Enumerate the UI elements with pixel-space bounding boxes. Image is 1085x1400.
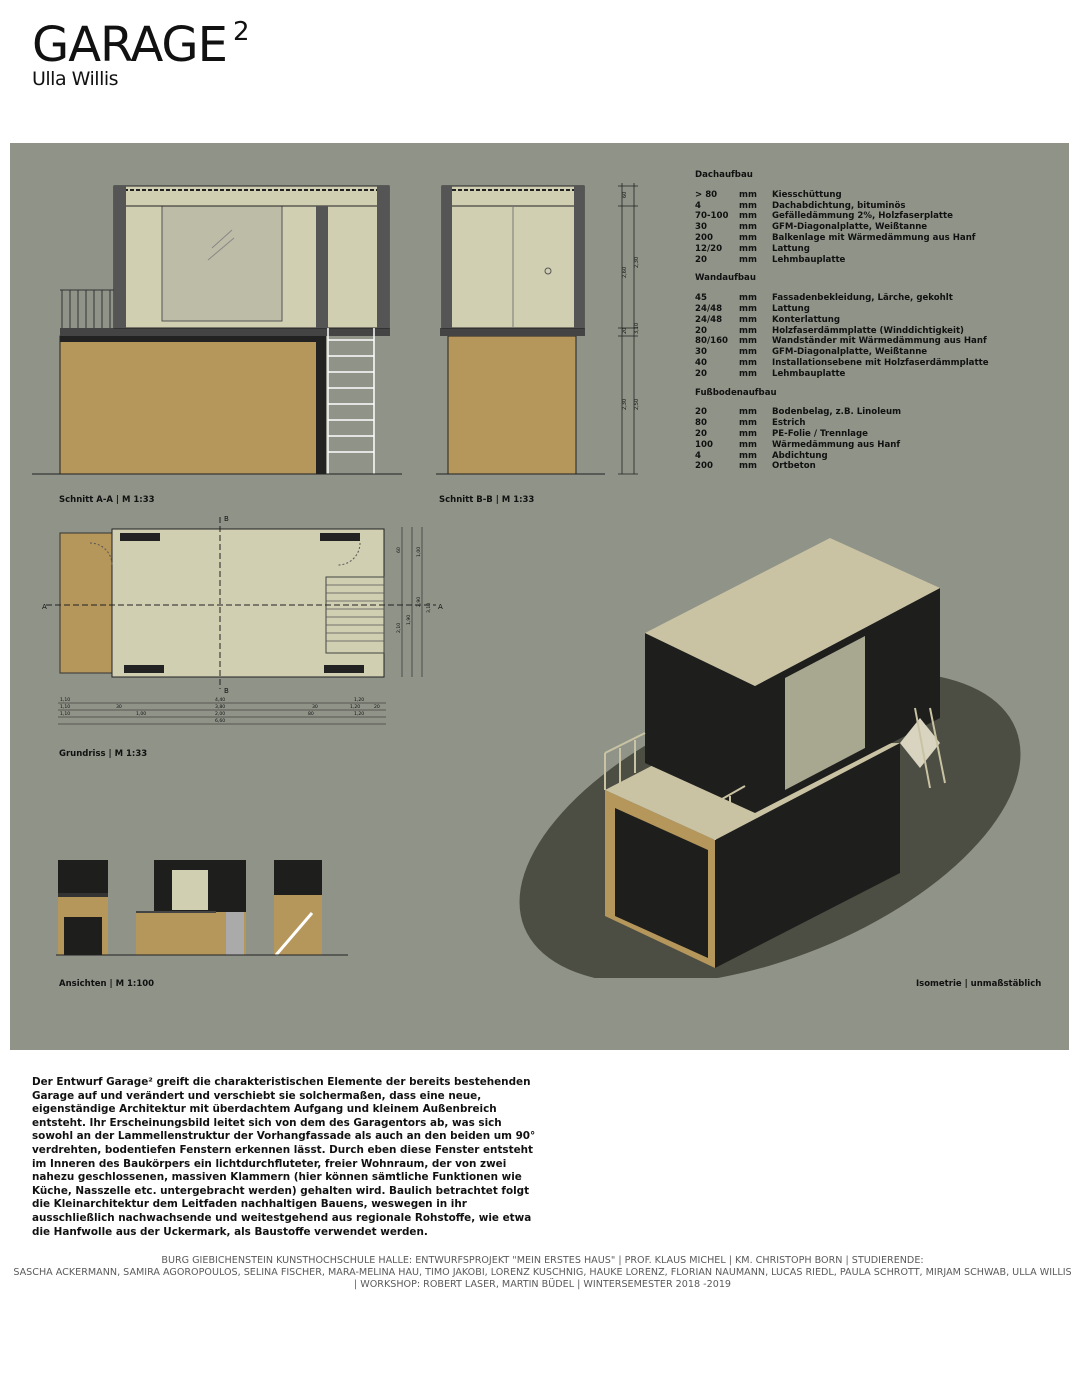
- spec-layer-amount: 24/48: [695, 314, 723, 325]
- spec-layer-unit: mm: [739, 418, 757, 429]
- spec-layer-material: Kiesschüttung: [772, 189, 842, 200]
- footer-line-1: BURG GIEBICHENSTEIN KUNSTHOCHSCHULE HALLE: ENTWURFSPROJEKT "MEIN ERSTES HAUS" | PROF. KLAUS MICHEL | KM. CHRISTOPH BORN | STUDIERENDE:: [161, 1255, 924, 1266]
- caption-section-a: Schnitt A-A | M 1:33: [59, 495, 155, 505]
- spec-layer-unit: mm: [739, 450, 757, 461]
- plan-dim-row2-5: 1,20: [350, 705, 361, 710]
- spec-layer-amount: 45: [695, 293, 707, 304]
- spec-layer-material: GFM-Diagonalplatte, Weißtanne: [772, 347, 928, 358]
- spec-layer-unit: mm: [739, 293, 757, 304]
- spec-layer-amount: 24/48: [695, 303, 723, 314]
- plan-dim-side-6: 2,90: [417, 596, 422, 607]
- section-dim-7: 2,50: [634, 398, 640, 410]
- spec-layer-unit: mm: [739, 314, 757, 325]
- spec-layer-unit: mm: [739, 232, 757, 243]
- spec-layer-row: [695, 358, 989, 369]
- plan-dim-row2-4: 30: [312, 705, 318, 710]
- spec-layer-amount: 80/160: [695, 336, 729, 347]
- spec-layer-amount: 20: [695, 325, 707, 336]
- spec-layer-material: Dachabdichtung, bituminös: [772, 200, 906, 211]
- spec-layer-row: [695, 190, 989, 201]
- spec-layer-unit: mm: [739, 211, 757, 222]
- section-a-drawing: [32, 178, 402, 483]
- plan-dim-side-1: 60: [397, 547, 402, 553]
- spec-group: [695, 388, 989, 473]
- plan-dim-row2-3: 3,80: [215, 705, 226, 710]
- spec-layer-material: Wärmedämmung aus Hanf: [772, 439, 901, 450]
- spec-layer-amount: 80: [695, 418, 707, 429]
- spec-layer-amount: 20: [695, 428, 707, 439]
- plan-dim-row2-1: 1,10: [60, 705, 71, 710]
- footer-line-2: SASCHA ACKERMANN, SAMIRA AGOROPOULOS, SELINA FISCHER, MARA-MELINA HAU, TIMO JAKOBI, LORENZ KUSCHNIG, HAUKE LORENZ, FLORIAN NAUMANN, LUCAS RIEDL, PAULA SCHROTT, MIRJAM SCHWAB, ULLA WILLIS: [13, 1267, 1072, 1278]
- spec-group: [695, 170, 989, 265]
- spec-layer-material: Abdichtung: [772, 450, 828, 461]
- caption-elevations: Ansichten | M 1:100: [59, 979, 155, 989]
- plan-dim-row3-3: 2,00: [215, 712, 226, 717]
- spec-layer-row: [695, 293, 989, 304]
- plan-dim-side-4: 3,10: [427, 602, 432, 613]
- spec-layer-row: [695, 429, 989, 440]
- caption-section-b: Schnitt B-B | M 1:33: [439, 495, 535, 505]
- spec-layer-row: [695, 326, 989, 337]
- spec-layer-row: [695, 347, 989, 358]
- spec-layer-row: [695, 233, 989, 244]
- section-dim-3: 2,30: [634, 256, 640, 268]
- description-text: Der Entwurf Garage² greift die charakteristischen Elemente der bereits bestehenden Garage auf und verändert und verschiebt sie solchermaßen, dass eine neue, eigenständige Architektur mit überdachtem Aufgang und kleinem Außenbreich entsteht. Ihr Erscheinungsbild leitet sich von dem des Garagentors ab, was sich sowohl an der Lammellenstruktur der Vorhangfassade als auch an den beiden um 90° verdrehten, bodentiefen Fenstern erkennen lässt. Durch eben diese Fenster entsteht im Inneren des Baukörpers ein lichtdurchfluteter, freier Wohnraum, der von zwei nahezu geschlossenen, massiven Klammern (hier können sämtliche Funktionen wie Küche, Nasszelle etc. untergebracht werden) gehalten wird. Baulich betrachtet folgt die Kleinarchitektur dem Leitfaden nachhaltigen Bauens, weswegen in ihr ausschließlich nachwachsende und weitestgehend aus regionale Rohstoffe, wie etwa die Hanfwolle aus der Uckermark, als Baustoffe verwendet werden.: [32, 1076, 536, 1238]
- cut-label-b-top: B: [224, 515, 229, 523]
- spec-layer-amount: 20: [695, 407, 707, 418]
- plan-dim-row3-2: 1,00: [136, 712, 147, 717]
- spec-layer-material: Lattung: [772, 243, 810, 254]
- plan-dim-side-2: 1,00: [417, 546, 422, 557]
- spec-layer-amount: 200: [695, 232, 713, 243]
- spec-layer-material: Lehmbauplatte: [772, 368, 846, 379]
- spec-layer-unit: mm: [739, 200, 757, 211]
- cut-label-a-left: A: [42, 603, 47, 611]
- author-name: Ulla Willis: [32, 68, 119, 90]
- spec-layer-material: Balkenlage mit Wärmedämmung aus Hanf: [772, 232, 976, 243]
- spec-layer-row: [695, 336, 989, 347]
- spec-layer-amount: 100: [695, 439, 713, 450]
- spec-layer-amount: 40: [695, 357, 707, 368]
- spec-layer-unit: mm: [739, 189, 757, 200]
- plan-dim-row1-3: 1,20: [354, 698, 365, 703]
- spec-layer-material: Wandständer mit Wärmedämmung aus Hanf: [772, 336, 987, 347]
- drawing-panel: [10, 143, 1069, 1050]
- plan-dim-side-3: 2,10: [397, 622, 402, 633]
- spec-layer-row: [695, 315, 989, 326]
- spec-layer-row: [695, 369, 989, 380]
- spec-group-title: Dachaufbau: [695, 170, 753, 180]
- spec-layer-unit: mm: [739, 243, 757, 254]
- spec-layer-material: Holzfaserdämmplatte (Winddichtigkeit): [772, 325, 964, 336]
- section-b-drawing: [430, 178, 660, 483]
- plan-dim-row2-2: 30: [116, 705, 122, 710]
- elevations-drawing: [56, 855, 356, 960]
- spec-layer-material: Bodenbelag, z.B. Linoleum: [772, 407, 902, 418]
- spec-layer-unit: mm: [739, 407, 757, 418]
- spec-layer-unit: mm: [739, 347, 757, 358]
- spec-layer-row: [695, 222, 989, 233]
- caption-floor-plan: Grundriss | M 1:33: [59, 749, 148, 759]
- spec-layer-row: [695, 418, 989, 429]
- spec-layer-amount: 70-100: [695, 211, 729, 222]
- section-dim-6: 2,30: [622, 398, 628, 410]
- plan-dim-row1-1: 1,10: [60, 698, 71, 703]
- caption-isometric: Isometrie | unmaßstäblich: [916, 979, 1042, 989]
- spec-layer-material: Ortbeton: [772, 461, 816, 472]
- section-dim-1: 60: [622, 191, 628, 198]
- floor-plan-drawing: [40, 513, 450, 733]
- spec-layer-material: GFM-Diagonalplatte, Weißtanne: [772, 222, 928, 233]
- spec-group-title: Fußbodenaufbau: [695, 387, 777, 398]
- spec-layer-row: [695, 255, 989, 266]
- spec-layer-amount: > 80: [695, 189, 718, 200]
- spec-layer-material: Gefälledämmung 2%, Holzfaserplatte: [772, 211, 953, 222]
- spec-layer-amount: 20: [695, 368, 707, 379]
- spec-layer-row: [695, 211, 989, 222]
- spec-layer-unit: mm: [739, 439, 757, 450]
- spec-layer-material: Estrich: [772, 418, 806, 429]
- spec-layer-unit: mm: [739, 254, 757, 265]
- plan-dim-total: 6,60: [215, 719, 226, 724]
- page-title: GARAGE $^2$: [32, 17, 249, 73]
- spec-group-title: Wandaufbau: [695, 273, 756, 284]
- section-dim-5: 3,10: [634, 322, 640, 334]
- spec-layer-amount: 30: [695, 222, 707, 233]
- material-spec-list: [695, 170, 989, 472]
- section-dim-4: 20: [622, 327, 628, 334]
- cut-label-a-right: A: [438, 603, 443, 611]
- spec-layer-material: Installationsebene mit Holzfaserdämmplatte: [772, 357, 989, 368]
- spec-layer-row: [695, 440, 989, 451]
- plan-dim-side-5: 1,90: [407, 614, 412, 625]
- spec-layer-material: Lattung: [772, 303, 810, 314]
- spec-group: [695, 273, 989, 379]
- isometric-drawing: [510, 528, 1030, 978]
- spec-layer-row: [695, 451, 989, 462]
- plan-dim-row3-5: 1,20: [354, 712, 365, 717]
- spec-layer-unit: mm: [739, 222, 757, 233]
- footer-line-3: | WORKSHOP: ROBERT LASER, MARTIN BÜDEL | WINTERSEMESTER 2018 -2019: [353, 1279, 732, 1290]
- spec-layer-material: Fassadenbekleidung, Lärche, gekohlt: [772, 293, 953, 304]
- spec-layer-amount: 20: [695, 254, 707, 265]
- spec-layer-row: [695, 461, 989, 472]
- spec-layer-unit: mm: [739, 325, 757, 336]
- spec-layer-row: [695, 304, 989, 315]
- cut-label-b-bottom: B: [224, 687, 229, 695]
- spec-layer-material: PE-Folie / Trennlage: [772, 428, 868, 439]
- section-dim-2: 2,60: [622, 266, 628, 278]
- plan-dim-row2-6: 20: [374, 705, 380, 710]
- spec-layer-amount: 200: [695, 461, 713, 472]
- plan-dim-row3-4: 80: [308, 712, 314, 717]
- spec-layer-unit: mm: [739, 336, 757, 347]
- spec-layer-unit: mm: [739, 461, 757, 472]
- spec-layer-unit: mm: [739, 303, 757, 314]
- spec-layer-row: [695, 244, 989, 255]
- title-superscript: 2: [232, 17, 249, 47]
- spec-layer-unit: mm: [739, 428, 757, 439]
- spec-layer-material: Lehmbauplatte: [772, 254, 846, 265]
- footer: [0, 1255, 1085, 1291]
- spec-layer-unit: mm: [739, 357, 757, 368]
- spec-layer-material: Konterlattung: [772, 314, 841, 325]
- spec-layer-row: [695, 201, 989, 212]
- spec-layer-unit: mm: [739, 368, 757, 379]
- plan-dim-row1-2: 4,40: [215, 698, 226, 703]
- plan-dim-row3-1: 1,10: [60, 712, 71, 717]
- spec-layer-amount: 4: [695, 200, 701, 211]
- spec-layer-amount: 4: [695, 450, 701, 461]
- spec-layer-amount: 30: [695, 347, 707, 358]
- spec-layer-amount: 12/20: [695, 243, 723, 254]
- project-description: [32, 1076, 537, 1239]
- spec-layer-row: [695, 407, 989, 418]
